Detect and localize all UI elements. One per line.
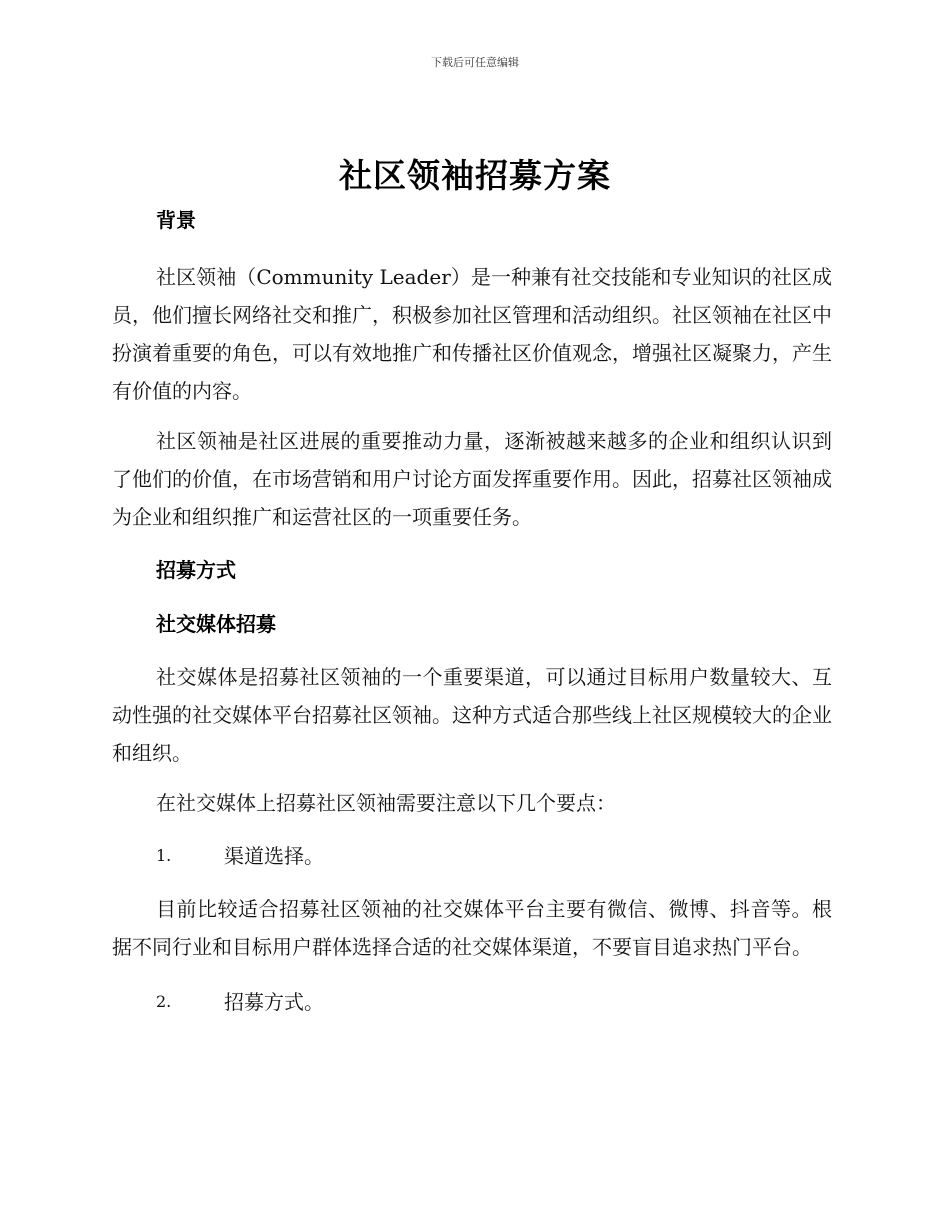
list-text: 招募方式。 <box>224 990 324 1014</box>
paragraph-item-1: 目前比较适合招募社区领袖的社交媒体平台主要有微信、微博、抖音等。根据不同行业和目标用户群体选择合适的社交媒体渠道，不要盲目追求热门平台。 <box>112 897 832 959</box>
document-body <box>112 200 832 1022</box>
list-number: 2. <box>156 992 172 1011</box>
paragraph-bg-1: 社区领袖（Community Leader）是一种兼有社交技能和专业知识的社区成员，他们擅长网络社交和推广，积极参加社区管理和活动组织。社区领袖在社区中扮演着重要的角色，可以有效地推广和传播社区价值观念，增强社区凝聚力，产生有价值的内容。 <box>112 265 832 403</box>
section-heading-recruit: 招募方式 <box>156 558 236 582</box>
paragraph-bg-2: 社区领袖是社区进展的重要推动力量，逐渐被越来越多的企业和组织认识到了他们的价值，在市场营销和用户讨论方面发挥重要作用。因此，招募社区领袖成为企业和组织推广和运营社区的一项重要任务。 <box>112 429 832 529</box>
paragraph-social-2: 在社交媒体上招募社区领袖需要注意以下几个要点： <box>156 791 616 815</box>
list-text: 渠道选择。 <box>224 844 324 868</box>
document-title: 社区领袖招募方案 <box>339 156 611 195</box>
list-item-1 <box>112 836 832 876</box>
paragraph-social-1: 社交媒体是招募社区领袖的一个重要渠道，可以通过目标用户数量较大、互动性强的社交媒体平台招募社区领袖。这种方式适合那些线上社区规模较大的企业和组织。 <box>112 665 832 765</box>
section-heading-background: 背景 <box>156 208 196 232</box>
section-heading-social: 社交媒体招募 <box>156 612 276 636</box>
list-number: 1. <box>156 846 172 865</box>
list-item-2 <box>112 982 832 1022</box>
header-note: 下载后可任意编辑 <box>431 56 519 69</box>
